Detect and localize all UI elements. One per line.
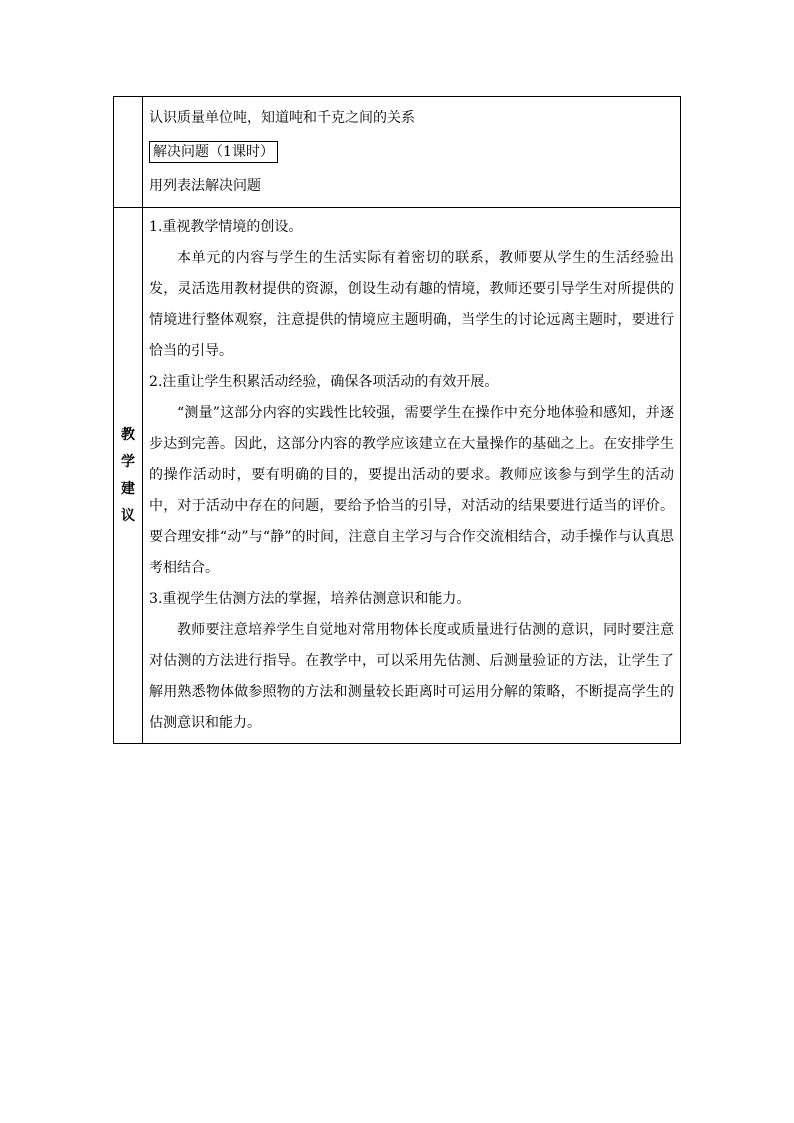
advice-label-char: 建 xyxy=(121,480,136,497)
content-item-table-method: 用列表法解决问题 xyxy=(149,178,262,194)
advice-label-cell xyxy=(114,208,143,744)
advice-content-cell xyxy=(143,208,681,744)
content-item-tonne: 认识质量单位吨，知道吨和千克之间的关系 xyxy=(149,110,416,126)
content-label-cell xyxy=(114,97,143,208)
advice-label-char: 教 xyxy=(121,426,136,443)
advice-label xyxy=(114,422,142,530)
advice-label-char: 议 xyxy=(121,507,136,524)
lesson-plan-table xyxy=(113,96,681,744)
content-list xyxy=(143,97,680,207)
point-2-body: “测量”这部分内容的实践性比较强，需要学生在操作中充分地体验和感知，并逐步达到完善。因此，这部分内容的教学应该建立在大量操作的基础之上。在安排学生的操作活动时，要有明确的目的，要提出活动的要求。教师应该参与到学生的活动中，对于活动中存在的问题，要给予恰当的引导，对活动的结果要进行适当的评价。要合理安排“动”与“静”的时间，注意自主学习与合作交流相结合，动手操作与认真思考相结合。 xyxy=(149,405,674,576)
point-1-body: 本单元的内容与学生的生活实际有着密切的联系，教师要从学生的生活经验出发，灵活选用教材提供的资源，创设生动有趣的情境，教师还要引导学生对所提供的情境进行整体观察，注意提供的情境应主题明确，当学生的讨论远离主题时，要进行恰当的引导。 xyxy=(149,250,674,359)
point-3-body: 教师要注意培养学生自觉地对常用物体长度或质量进行估测的意识，同时要注意对估测的方法进行指导。在教学中，可以采用先估测、后测量验证的方法，让学生了解用熟悉物体做参照物的方法和测量较长距离时可运用分解的策略，不断提高学生的估测意识和能力。 xyxy=(149,622,674,731)
content-cell xyxy=(143,97,681,208)
boxed-heading: 解决问题（1课时） xyxy=(149,141,278,163)
point-2-heading: 2.注重让学生积累活动经验，确保各项活动的有效开展。 xyxy=(149,374,499,390)
advice-row xyxy=(114,208,681,744)
content-row xyxy=(114,97,681,208)
point-1-heading: 1.重视教学情境的创设。 xyxy=(149,219,303,235)
content-item-problem-solving xyxy=(149,135,674,169)
advice-label-char: 学 xyxy=(121,453,136,470)
point-3-heading: 3.重视学生估测方法的掌握，培养估测意识和能力。 xyxy=(149,591,471,607)
advice-content xyxy=(143,208,680,743)
